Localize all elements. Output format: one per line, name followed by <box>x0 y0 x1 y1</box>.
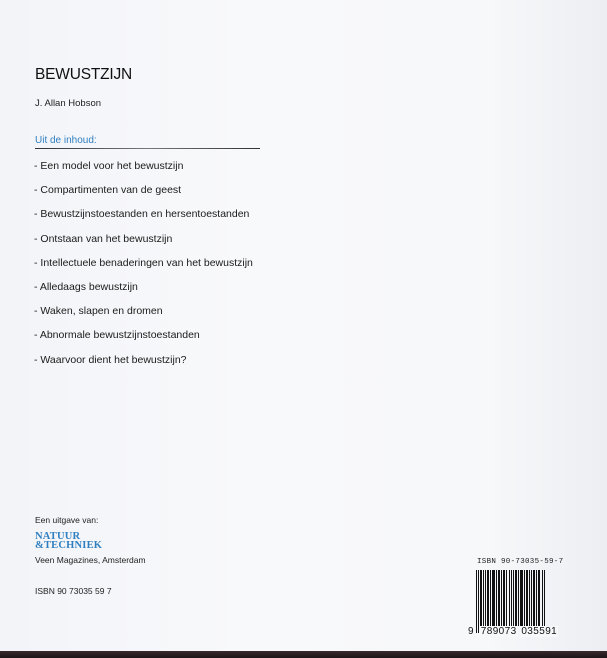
publisher-logo <box>35 532 102 550</box>
contents-item: - Intellectuele benaderingen van het bewustzijn <box>34 256 253 269</box>
barcode-isbn-label: ISBN 90-73035-59-7 <box>477 558 564 566</box>
contents-divider <box>35 148 260 149</box>
contents-heading: Uit de inhoud: <box>35 135 97 146</box>
contents-item: - Waarvoor dient het bewustzijn? <box>34 353 187 366</box>
contents-item: - Alledaags bewustzijn <box>34 280 138 293</box>
barcode-group-2: 035591 <box>521 626 558 637</box>
contents-item: - Ontstaan van het bewustzijn <box>34 232 173 245</box>
barcode-digits <box>468 626 558 637</box>
barcode-lead-digit: 9 <box>468 626 474 637</box>
publisher-name: Veen Magazines, Amsterdam <box>35 555 146 565</box>
book-title: BEWUSTZIJN <box>35 66 133 83</box>
contents-item: - Een model voor het bewustzijn <box>34 160 184 172</box>
contents-item: - Waken, slapen en dromen <box>34 305 163 318</box>
publisher-logo-line1: NATUUR <box>35 531 81 542</box>
publisher-label: Een uitgave van: <box>35 515 99 525</box>
contents-list <box>34 159 253 377</box>
isbn-text: ISBN 90 73035 59 7 <box>35 586 112 596</box>
book-author: J. Allan Hobson <box>35 98 102 109</box>
contents-item: - Compartimenten van de geest <box>34 184 182 197</box>
barcode <box>468 558 562 640</box>
contents-item: - Abnormale bewustzijnstoestanden <box>34 329 200 342</box>
contents-item: - Bewustzijnstoestanden en hersentoestanden <box>34 208 250 221</box>
bottom-edge <box>0 651 607 658</box>
publisher-logo-line2: &TECHNIEK <box>35 540 103 551</box>
barcode-group-1: 789073 <box>480 626 517 637</box>
barcode-bars-icon <box>476 570 546 633</box>
